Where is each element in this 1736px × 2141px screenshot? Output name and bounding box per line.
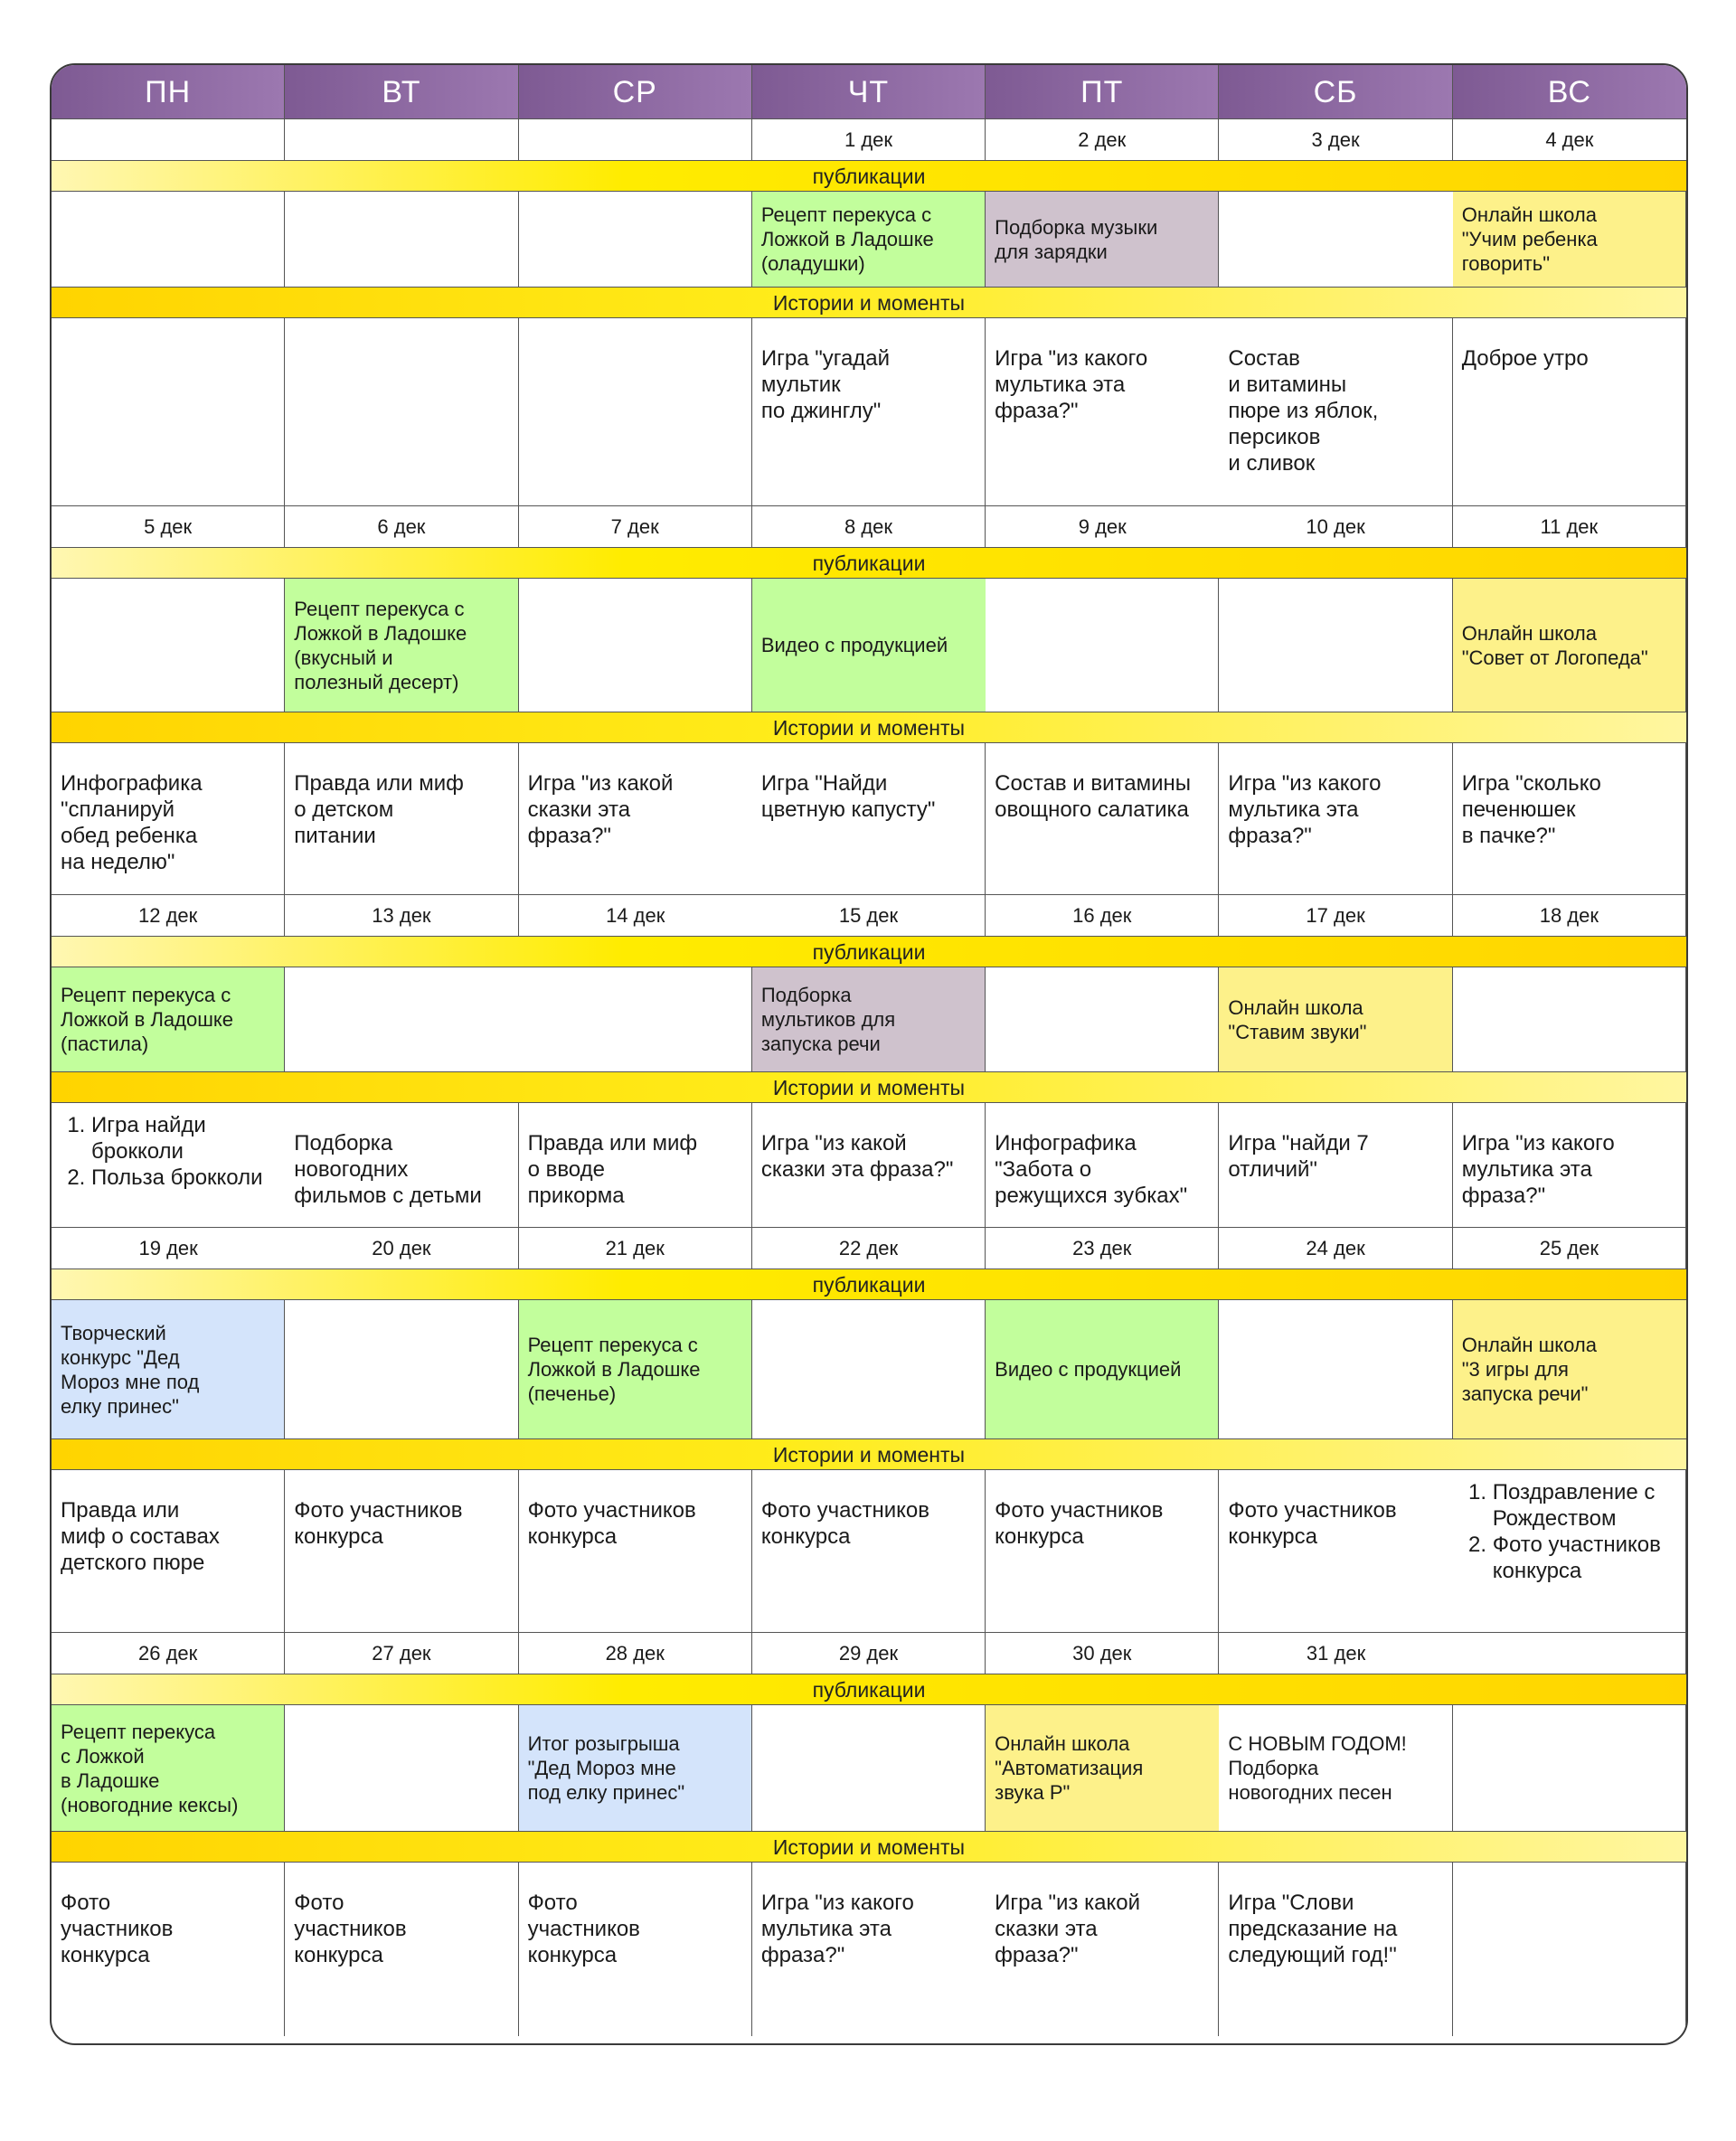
- story-text: Состав и витамины овощного салатика: [995, 771, 1192, 822]
- date-cell: [52, 119, 285, 161]
- publications-band-label: публикации: [52, 1674, 1686, 1705]
- date-cell: 8 дек: [752, 506, 986, 548]
- story-cell: [1453, 318, 1686, 506]
- date-cell: 6 дек: [285, 506, 518, 548]
- story-text: Фото участников конкурса: [995, 1498, 1164, 1549]
- day-header-sat: СБ: [1219, 65, 1452, 119]
- story-cell: [285, 1103, 518, 1228]
- day-header-tue: ВТ: [285, 65, 518, 119]
- story-cell: [519, 743, 752, 895]
- publication-cell: [1453, 1300, 1686, 1439]
- story-text: Игра "сколько печенюшек в пачке?": [1461, 771, 1601, 848]
- story-text: Правда или миф о составах детского пюре: [61, 1498, 220, 1575]
- date-cell: 2 дек: [986, 119, 1219, 161]
- story-text: Правда или миф о детском питании: [294, 771, 464, 848]
- story-text: Игра "из какой сказки эта фраза?": [760, 1131, 954, 1182]
- story-text: Игра "из какого мультика эта фраза?": [1228, 771, 1382, 848]
- date-cell: 28 дек: [519, 1633, 752, 1674]
- date-cell: 15 дек: [752, 895, 986, 937]
- date-cell: 9 дек: [986, 506, 1219, 548]
- publication-text: Рецепт перекуса с Ложкой в Ладошке (оладушки): [760, 203, 934, 275]
- date-cell: 1 дек: [752, 119, 986, 161]
- publications-band-label: публикации: [52, 548, 1686, 579]
- date-cell: 12 дек: [52, 895, 285, 937]
- date-cell: 7 дек: [519, 506, 752, 548]
- story-cell: [1219, 743, 1452, 895]
- story-text: Игра "из какого мультика эта фраза?": [1461, 1131, 1615, 1208]
- publication-cell: [752, 1705, 986, 1832]
- date-cell: 11 дек: [1453, 506, 1686, 548]
- publication-text: Подборка мультиков для запуска речи: [760, 984, 896, 1055]
- publication-text: Подборка музыки для зарядки: [995, 215, 1158, 263]
- story-cell: [285, 743, 518, 895]
- publication-cell: [986, 1300, 1219, 1439]
- publication-text: Онлайн школа "3 игры для запуска речи": [1461, 1334, 1597, 1405]
- publication-cell: [52, 1300, 285, 1439]
- date-cell: 3 дек: [1219, 119, 1452, 161]
- date-cell: 19 дек: [52, 1228, 285, 1269]
- publication-cell: [1219, 967, 1452, 1072]
- story-text: Доброе утро: [1461, 346, 1589, 371]
- story-cell: [986, 743, 1219, 895]
- publication-cell: [986, 192, 1219, 288]
- date-cell: 31 дек: [1219, 1633, 1452, 1674]
- story-text: Фото участников конкурса: [527, 1891, 640, 1967]
- publication-cell: [285, 192, 518, 288]
- publication-cell: [52, 967, 285, 1072]
- publication-cell: [1219, 192, 1452, 288]
- publication-text: Онлайн школа "Ставим звуки": [1228, 995, 1367, 1043]
- story-cell: [519, 1103, 752, 1228]
- story-cell: [1219, 1103, 1452, 1228]
- publication-cell: [52, 1705, 285, 1832]
- publication-text: Рецепт перекуса с Ложкой в Ладошке (новогодние кексы): [61, 1720, 239, 1816]
- day-header-thu: ЧТ: [752, 65, 986, 119]
- story-cell: [1453, 1863, 1686, 2036]
- publication-cell: [1453, 967, 1686, 1072]
- story-text: Игра "из какой сказки эта фраза?": [527, 771, 674, 848]
- publication-cell: [52, 579, 285, 712]
- story-text: Игра "Слови предсказание на следующий год!": [1228, 1891, 1398, 1967]
- publication-text: Онлайн школа "Совет от Логопеда": [1461, 621, 1648, 669]
- story-cell: [1453, 1103, 1686, 1228]
- story-list-item: 2. Польза брокколи: [91, 1165, 276, 1191]
- day-header-wed: СР: [519, 65, 752, 119]
- story-text: Игра "из какого мультика эта фраза?": [995, 346, 1148, 423]
- publication-cell: [986, 1705, 1219, 1832]
- publication-cell: [519, 579, 752, 712]
- story-cell: [1453, 1470, 1686, 1633]
- publication-text: С НОВЫМ ГОДОМ! Подборка новогодних песен: [1228, 1732, 1407, 1804]
- story-text: Подборка новогодних фильмов с детьми: [294, 1131, 482, 1208]
- stories-band-label: Истории и моменты: [52, 712, 1686, 743]
- story-text: Игра "из какой сказки эта фраза?": [995, 1891, 1141, 1967]
- publications-band-label: публикации: [52, 1269, 1686, 1300]
- publication-text: Итог розыгрыша "Дед Мороз мне под елку принес": [527, 1732, 685, 1804]
- publication-cell: [1219, 579, 1452, 712]
- publications-band-label: публикации: [52, 937, 1686, 967]
- date-cell: 22 дек: [752, 1228, 986, 1269]
- story-cell: [986, 1103, 1219, 1228]
- story-cell: [285, 318, 518, 506]
- story-cell: [519, 1470, 752, 1633]
- story-text: Инфографика "спланируй обед ребенка на неделю": [61, 771, 203, 874]
- publication-cell: [285, 1300, 518, 1439]
- story-cell: [1219, 318, 1452, 506]
- story-text: Игра "угадай мультик по джинглу": [760, 346, 891, 423]
- publication-cell: [752, 967, 986, 1072]
- publication-cell: [519, 192, 752, 288]
- story-cell: [986, 318, 1219, 506]
- date-cell: 17 дек: [1219, 895, 1452, 937]
- date-cell: 23 дек: [986, 1228, 1219, 1269]
- stories-band-label: Истории и моменты: [52, 1439, 1686, 1470]
- publication-cell: [752, 192, 986, 288]
- day-header-fri: ПТ: [986, 65, 1219, 119]
- story-text: Игра "из какого мультика эта фраза?": [760, 1891, 914, 1967]
- publication-cell: [1453, 192, 1686, 288]
- publication-text: Видео с продукцией: [760, 634, 948, 656]
- story-text: Фото участников конкурса: [294, 1498, 463, 1549]
- story-cell: [752, 1103, 986, 1228]
- publication-cell: [1453, 579, 1686, 712]
- publication-cell: [1453, 1705, 1686, 1832]
- date-cell: 18 дек: [1453, 895, 1686, 937]
- day-header-mon: ПН: [52, 65, 285, 119]
- publication-cell: [752, 579, 986, 712]
- content-calendar: [50, 63, 1688, 2045]
- story-cell: [52, 743, 285, 895]
- date-cell: [285, 119, 518, 161]
- story-cell: [519, 1863, 752, 2036]
- date-cell: 4 дек: [1453, 119, 1686, 161]
- story-cell: [285, 1863, 518, 2036]
- story-text: Игра "Найди цветную капусту": [760, 771, 936, 822]
- publications-band-label: публикации: [52, 161, 1686, 192]
- publication-cell: [519, 1705, 752, 1832]
- story-text: Фото участников конкурса: [294, 1891, 407, 1967]
- story-cell: [1219, 1470, 1452, 1633]
- publication-cell: [285, 1705, 518, 1832]
- story-cell: [285, 1470, 518, 1633]
- date-cell: 21 дек: [519, 1228, 752, 1269]
- date-cell: 14 дек: [519, 895, 752, 937]
- story-text: Фото участников конкурса: [61, 1891, 174, 1967]
- date-cell: 24 дек: [1219, 1228, 1452, 1269]
- publication-text: Рецепт перекуса с Ложкой в Ладошке (вкусный и полезный десерт): [294, 597, 467, 693]
- story-cell: [52, 1863, 285, 2036]
- story-cell: [986, 1470, 1219, 1633]
- date-cell: 5 дек: [52, 506, 285, 548]
- date-cell: [1453, 1633, 1686, 1674]
- date-cell: 29 дек: [752, 1633, 986, 1674]
- story-list: [61, 1112, 276, 1191]
- story-cell: [752, 318, 986, 506]
- publication-cell: [1219, 1300, 1452, 1439]
- story-cell: [752, 1470, 986, 1633]
- story-cell: [1219, 1863, 1452, 2036]
- date-cell: 13 дек: [285, 895, 518, 937]
- story-list: [1462, 1479, 1676, 1584]
- story-list-item: 1. Игра найди брокколи: [91, 1112, 276, 1165]
- publication-cell: [752, 1300, 986, 1439]
- publication-text: Онлайн школа "Автоматизация звука Р": [995, 1732, 1144, 1804]
- publication-cell: [285, 579, 518, 712]
- story-cell: [752, 743, 986, 895]
- date-cell: 16 дек: [986, 895, 1219, 937]
- date-cell: 27 дек: [285, 1633, 518, 1674]
- story-cell: [986, 1863, 1219, 2036]
- story-cell: [52, 1470, 285, 1633]
- day-header-sun: ВС: [1453, 65, 1686, 119]
- stories-band-label: Истории и моменты: [52, 288, 1686, 318]
- story-list-item: 2. Фото участников конкурса: [1493, 1532, 1676, 1584]
- date-cell: 10 дек: [1219, 506, 1452, 548]
- date-cell: [519, 119, 752, 161]
- story-text: Игра "найди 7 отличий": [1228, 1131, 1369, 1182]
- story-cell: [1453, 743, 1686, 895]
- story-cell: [52, 1103, 285, 1228]
- publication-text: Онлайн школа "Учим ребенка говорить": [1461, 203, 1598, 275]
- publication-text: Видео с продукцией: [995, 1358, 1182, 1381]
- publication-cell: [519, 967, 752, 1072]
- story-cell: [519, 318, 752, 506]
- story-list-item: 1. Поздравление с Рождеством: [1493, 1479, 1676, 1532]
- date-cell: 26 дек: [52, 1633, 285, 1674]
- publication-cell: [285, 967, 518, 1072]
- publication-text: Рецепт перекуса с Ложкой в Ладошке (пастила): [61, 984, 233, 1055]
- story-text: Правда или миф о вводе прикорма: [527, 1131, 698, 1208]
- publication-text: Творческий конкурс "Дед Мороз мне под елку принес": [61, 1321, 200, 1418]
- stories-band-label: Истории и моменты: [52, 1832, 1686, 1863]
- date-cell: 20 дек: [285, 1228, 518, 1269]
- publication-cell: [52, 192, 285, 288]
- publication-cell: [1219, 1705, 1452, 1832]
- story-cell: [752, 1863, 986, 2036]
- date-cell: 25 дек: [1453, 1228, 1686, 1269]
- story-text: Инфографика "Забота о режущихся зубках": [995, 1131, 1188, 1208]
- publication-text: Рецепт перекуса с Ложкой в Ладошке (печенье): [527, 1334, 701, 1405]
- publication-cell: [986, 967, 1219, 1072]
- stories-band-label: Истории и моменты: [52, 1072, 1686, 1103]
- publication-cell: [519, 1300, 752, 1439]
- calendar-grid: [52, 65, 1686, 2043]
- story-cell: [52, 318, 285, 506]
- story-text: Фото участников конкурса: [1228, 1498, 1397, 1549]
- story-text: Фото участников конкурса: [760, 1498, 930, 1549]
- date-cell: 30 дек: [986, 1633, 1219, 1674]
- story-text: Состав и витамины пюре из яблок, персиков и сливок: [1228, 346, 1379, 476]
- publication-cell: [986, 579, 1219, 712]
- story-text: Фото участников конкурса: [527, 1498, 696, 1549]
